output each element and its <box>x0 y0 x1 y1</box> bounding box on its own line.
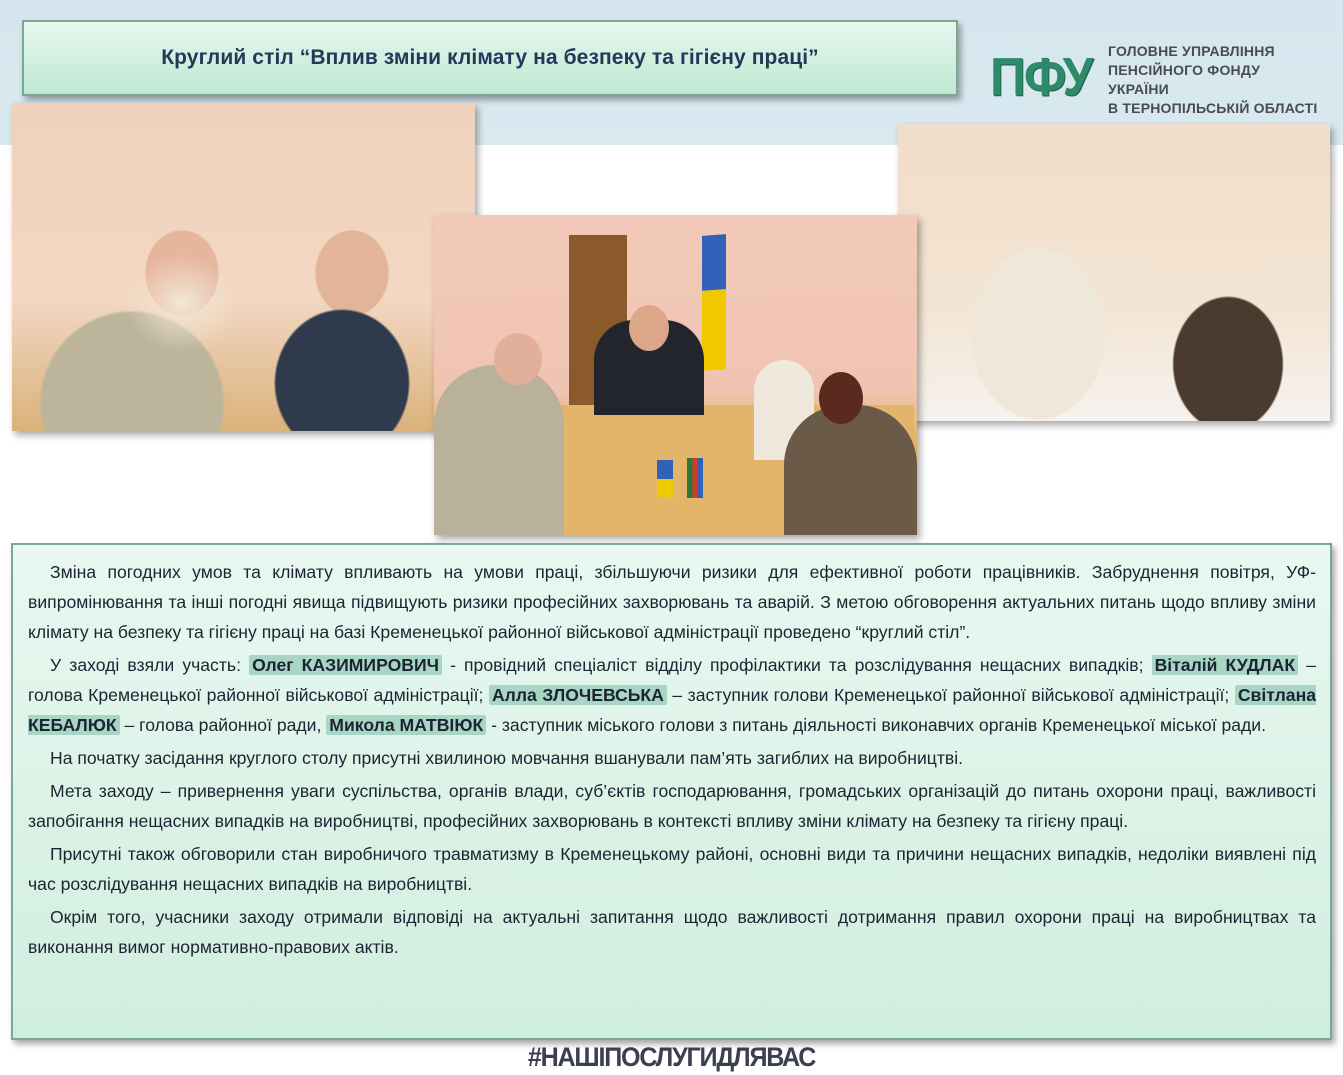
participant-name: Алла ЗЛОЧЕВСЬКА <box>489 685 667 705</box>
participant-name: Микола МАТВІЮК <box>326 715 486 735</box>
participant-role: – голова районної ради, <box>119 715 327 735</box>
logo-caption <box>1108 42 1320 118</box>
pfu-logo <box>990 40 1320 116</box>
participant-role: - провідний спеціаліст відділу профілактики та розслідування нещасних випадків; <box>441 655 1152 675</box>
photo-head <box>819 372 863 424</box>
photo-person <box>434 365 564 535</box>
participant-name: Віталій КУДЛАК <box>1152 655 1299 675</box>
photo-meeting-table <box>434 215 917 535</box>
photo-table-flag <box>657 460 673 498</box>
photo-person <box>784 405 917 535</box>
title-banner <box>22 20 958 96</box>
photo-head <box>629 305 669 351</box>
participant-name: Світлана КЕБАЛЮК <box>28 685 1316 735</box>
hashtag: #НАШІПОСЛУГИДЛЯВАС <box>527 1042 816 1072</box>
logo-line-3: В ТЕРНОПІЛЬСЬКІЙ ОБЛАСТІ <box>1108 100 1318 116</box>
photo-flag-blue <box>702 234 726 291</box>
logo-mark: ПФУ <box>990 47 1092 107</box>
article-paragraph-6: Окрім того, учасники заходу отримали відповіді на актуальні запитання щодо важливості дотримання правил охорони праці на виробництвах та виконання вимог нормативно-правових актів. <box>28 907 1316 957</box>
photo-two-women <box>898 124 1330 421</box>
photo-flag-yellow <box>702 289 726 371</box>
logo-line-1: ГОЛОВНЕ УПРАВЛІННЯ <box>1108 43 1275 59</box>
participant-name: Олег КАЗИМИРОВИЧ <box>249 655 442 675</box>
article-paragraph-4: Мета заходу – привернення уваги суспільства, органів влади, суб’єктів господарювання, громадських організацій до питань охорони праці, важливості запобігання нещасних випадків на виробництві, професійних захворювань в контексті впливу зміни клімату на безпеку та гігієну праці. <box>28 781 1316 831</box>
logo-line-2: ПЕНСІЙНОГО ФОНДУ УКРАЇНИ <box>1108 62 1261 97</box>
article-paragraph-5: Присутні також обговорили стан виробничого травматизму в Кременецькому районі, основні види та причини нещасних випадків, недоліки виявлені під час розслідування нещасних випадків на виробництві. <box>28 844 1316 894</box>
article-box <box>11 543 1332 1040</box>
photo-head <box>494 333 542 385</box>
article-paragraph-3: На початку засідання круглого столу присутні хвилиною мовчання вшанували пам’ять загиблих на виробництві. <box>50 748 964 768</box>
page-title: Круглий стіл “Вплив зміни клімату на безпеку та гігієну праці” <box>161 46 819 69</box>
participant-role: – голова Кременецької районної військової адміністрації; <box>28 655 1316 705</box>
participants-intro: У заході взяли участь: <box>50 655 250 675</box>
article-paragraph-participants <box>28 650 1316 740</box>
participant-role: – заступник голови Кременецької районної військової адміністрації; <box>666 685 1235 705</box>
article-paragraph-1: Зміна погодних умов та клімату впливають на умови праці, збільшуючи ризики для ефективної роботи працівників. Забруднення повітря, УФ-випромінювання та інші погодні явища підвищують ризики професійних захворювань та аварій. З метою обговорення актуальних питань щодо впливу зміни клімату на безпеку та гігієну праці на базі Кременецької районної військової адміністрації проведено “круглий стіл”. <box>28 562 1316 642</box>
photo-two-men <box>12 103 475 431</box>
participant-role: - заступник міського голови з питань діяльності виконавчих органів Кременецької міської ради. <box>486 715 1267 735</box>
photo-table-flag <box>687 458 703 498</box>
